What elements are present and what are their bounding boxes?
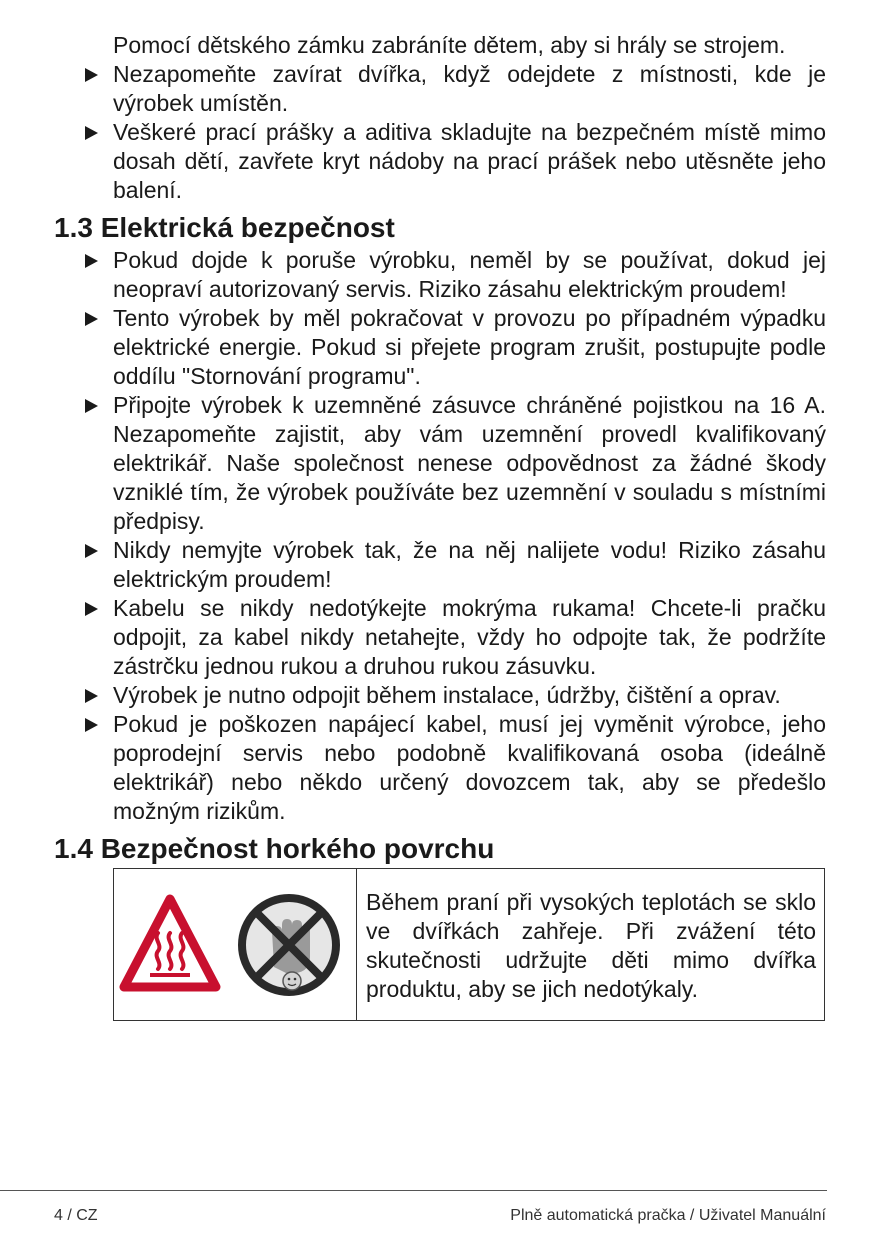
list-item: Kabelu se nikdy nedotýkejte mokrýma rukama! Chcete-li pračku odpojit, za kabel nikdy netahejte, vždy ho odpojte tak, že podržíte zástrčku jednou rukou a druhou rukou zásuvku. bbox=[85, 594, 826, 681]
list-item: Pokud je poškozen napájecí kabel, musí jej vyměnit výrobce, jeho poprodejní servis nebo podobně kvalifikovaná osoba (ideálně elektrikář) nebo někdo určený dovozcem tak, aby se předešlo možným rizikům. bbox=[85, 710, 826, 826]
bullet-arrow-icon bbox=[85, 399, 98, 413]
list-item: Nikdy nemyjte výrobek tak, že na něj nalijete vodu! Riziko zásahu elektrickým proudem! bbox=[85, 536, 826, 594]
section-heading-electrical: 1.3 Elektrická bezpečnost bbox=[54, 212, 395, 243]
warning-icons-svg bbox=[114, 869, 356, 1020]
bullet-arrow-icon bbox=[85, 718, 98, 732]
page-number: 4 / CZ bbox=[54, 1207, 98, 1224]
continuation-text: Pomocí dětského zámku zabráníte dětem, aby si hrály se strojem. bbox=[113, 32, 786, 58]
bullet-arrow-icon bbox=[85, 312, 98, 326]
list-item: Výrobek je nutno odpojit během instalace, údržby, čištění a oprav. bbox=[85, 681, 826, 710]
list-item: Tento výrobek by měl pokračovat v provozu po případném výpadku elektrické energie. Pokud si přejete program zrušit, postupujte podle oddílu "Stornování programu". bbox=[85, 304, 826, 391]
bullet-arrow-icon bbox=[85, 254, 98, 268]
section-heading-hot-surface: 1.4 Bezpečnost horkého povrchu bbox=[54, 833, 495, 864]
hot-surface-warning-icon bbox=[124, 899, 216, 987]
footer-title: Plně automatická pračka / Uživatel Manuální bbox=[510, 1207, 826, 1224]
intro-bullet-list bbox=[85, 60, 826, 205]
list-item: Nezapomeňte zavírat dvířka, když odejdete z místnosti, kde je výrobek umístěn. bbox=[85, 60, 826, 118]
no-touch-children-icon bbox=[242, 898, 336, 992]
warning-icons-cell bbox=[114, 869, 357, 1020]
list-item: Pokud dojde k poruše výrobku, neměl by se používat, dokud jej neopraví autorizovaný servis. Riziko zásahu elektrickým proudem! bbox=[85, 246, 826, 304]
bullet-arrow-icon bbox=[85, 544, 98, 558]
list-item: Připojte výrobek k uzemněné zásuvce chráněné pojistkou na 16 A. Nezapomeňte zajistit, aby vám uzemnění provedl kvalifikovaný elektrikář. Naše společnost nenese odpovědnost za žádné škody vzniklé tím, že výrobek používáte bez uzemnění v souladu s místními předpisy. bbox=[85, 391, 826, 536]
bullet-arrow-icon bbox=[85, 689, 98, 703]
electrical-bullet-list bbox=[85, 246, 826, 826]
warning-text: Během praní při vysokých teplotách se sklo ve dvířkách zahřeje. Při zvážení této skutečnosti udržujte děti mimo dvířka produktu, aby se jich nedotýkaly. bbox=[366, 889, 816, 1002]
hot-surface-warning-box bbox=[113, 868, 825, 1021]
list-item: Veškeré prací prášky a aditiva skladujte na bezpečném místě mimo dosah dětí, zavřete kryt nádoby na prací prášek nebo utěsněte jeho balení. bbox=[85, 118, 826, 205]
bullet-arrow-icon bbox=[85, 126, 98, 140]
bullet-arrow-icon bbox=[85, 68, 98, 82]
footer-divider bbox=[0, 1190, 827, 1191]
bullet-arrow-icon bbox=[85, 602, 98, 616]
